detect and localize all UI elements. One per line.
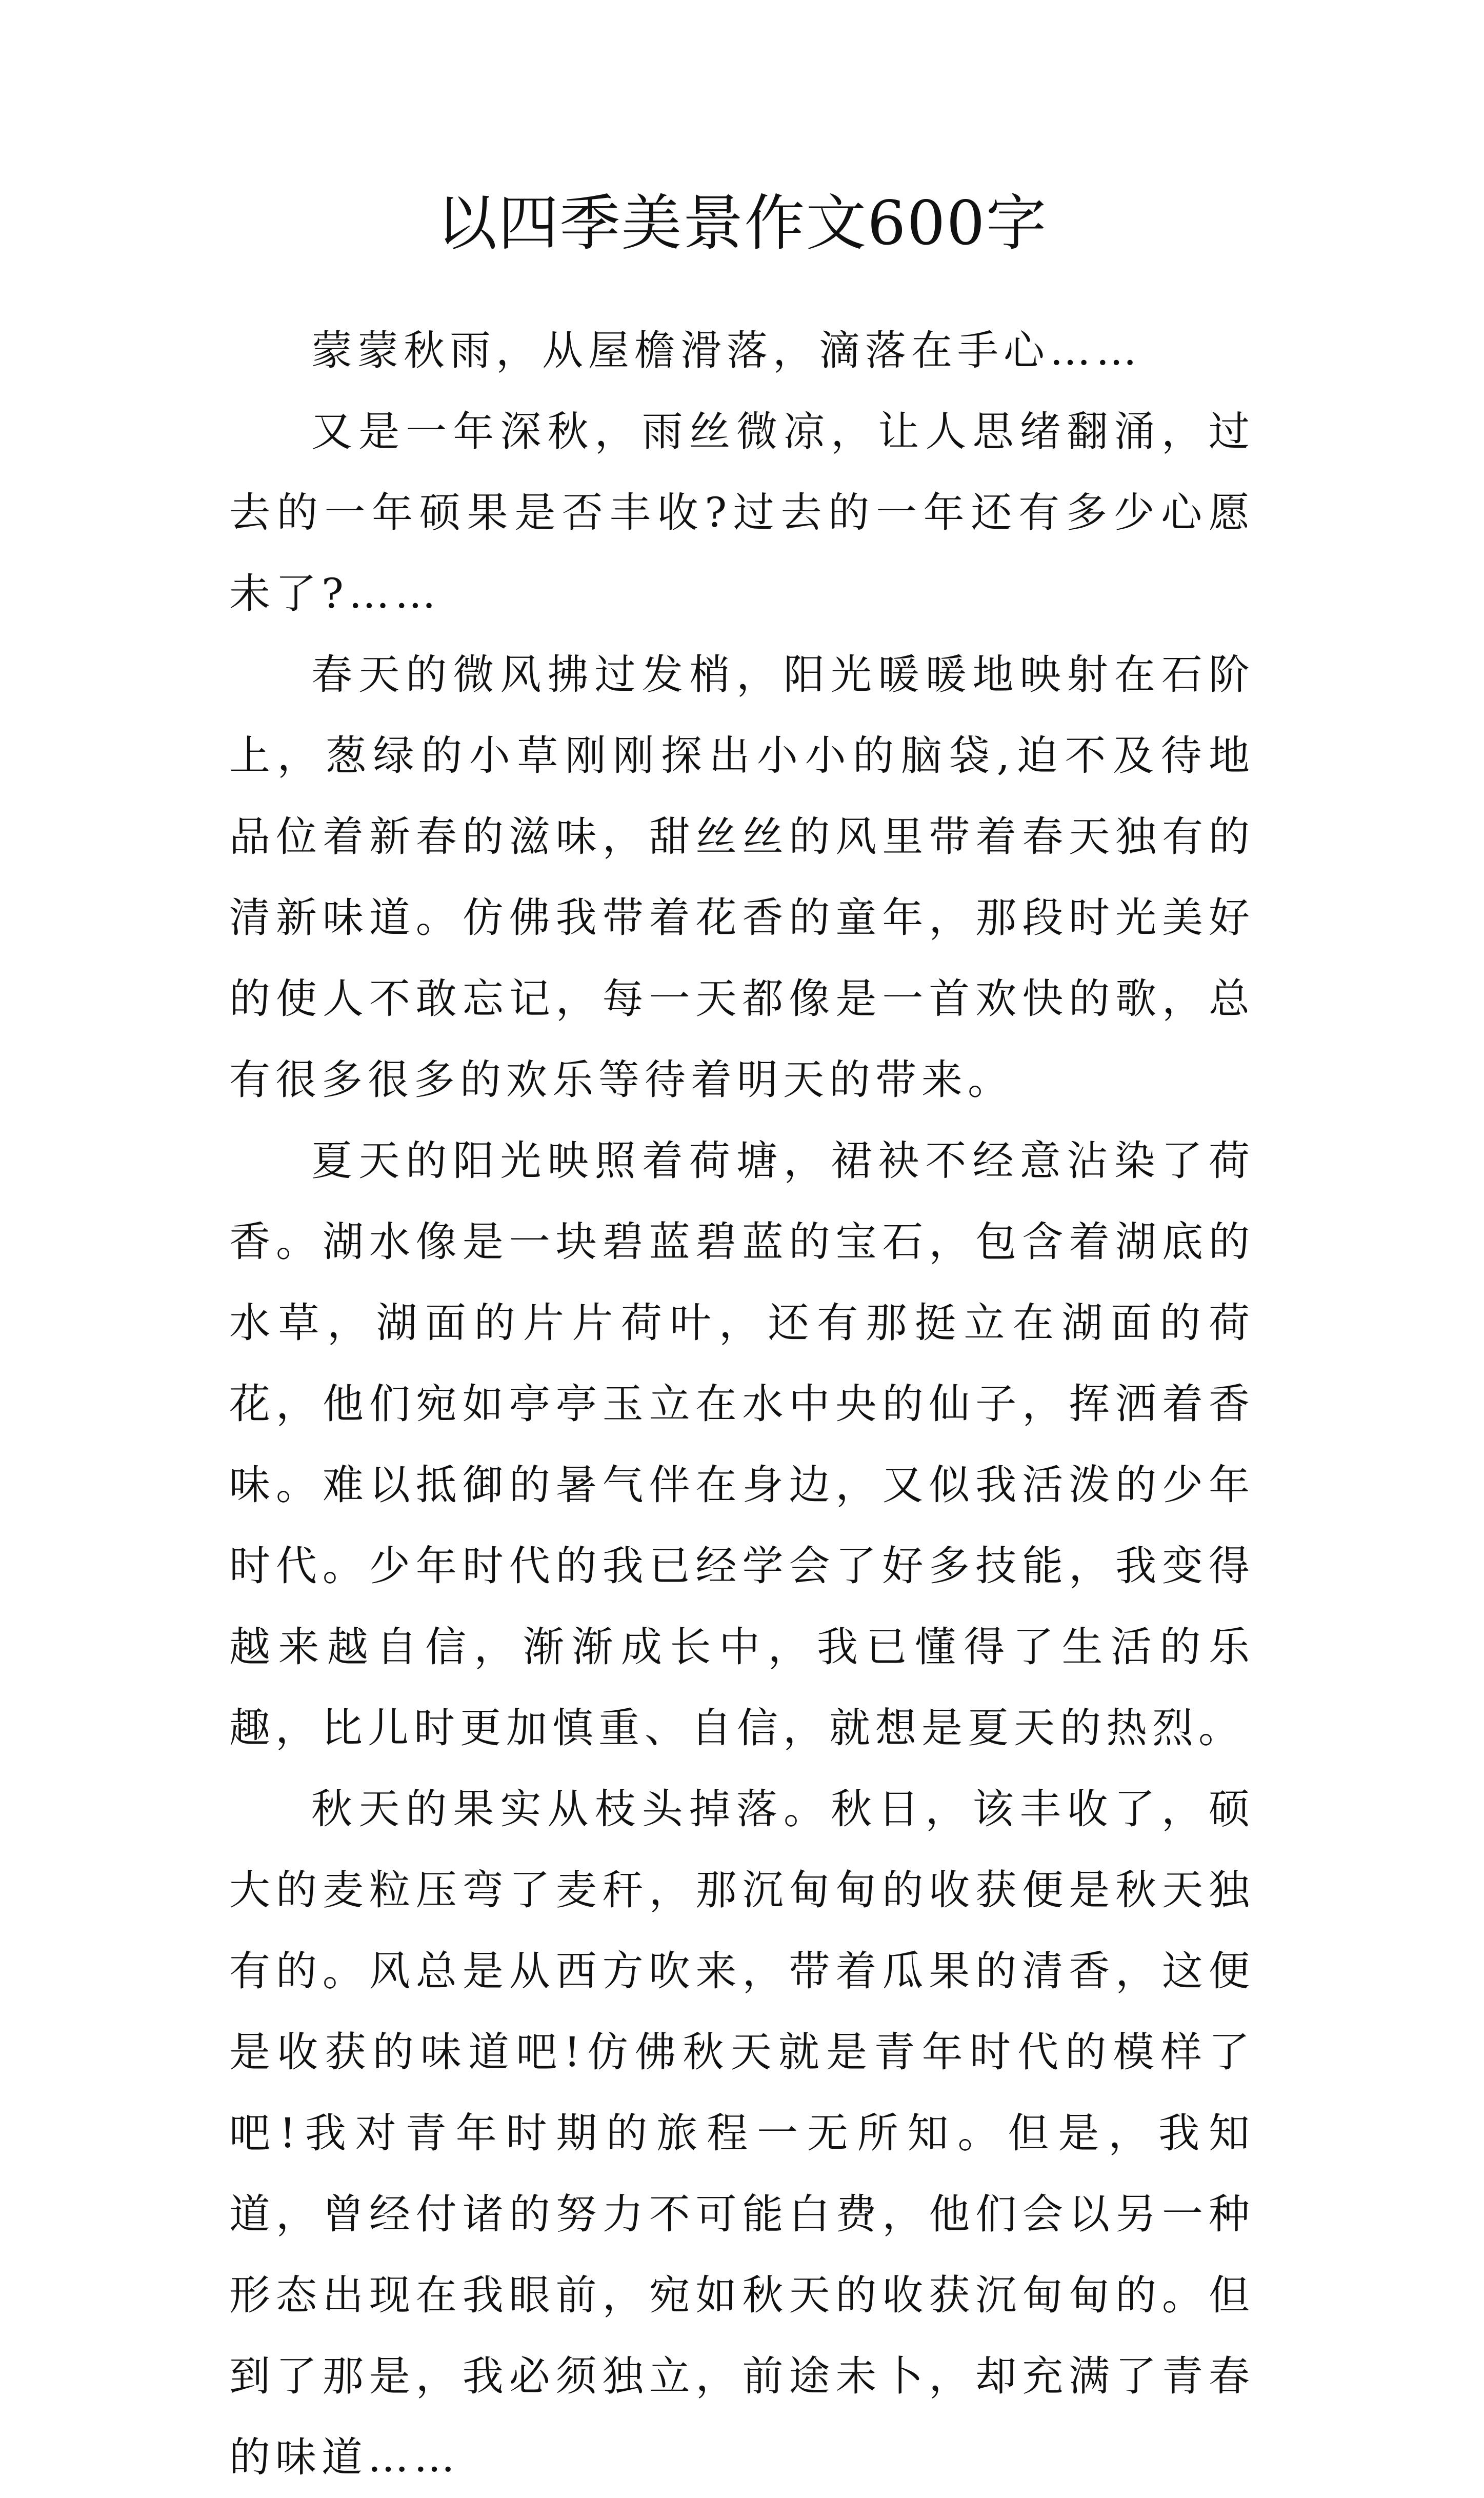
paragraph: 蒙蒙秋雨，从屋檐滑落，滴落在手心…… — [311, 327, 1142, 374]
paragraph: 又是一年深秋，雨丝微凉，让人思绪翻涌，过去的一年硕果是否丰收?过去的一年还有多少心愿未了?…… — [229, 408, 1255, 617]
document-title: 以四季美景作文600字 — [436, 188, 1048, 258]
paragraph: 春天的微风拂过发梢，阳光暖暖地映射在石阶上，葱绿的小草刚刚探出小小的脑袋,迫不及待地品位着新春的滋味，甜丝丝的风里带着春天独有的清新味道。仿佛我带着花香的童年，那段时光美好的使人不敢忘记，每一天都像是一首欢快的歌，总有很多很多的欢乐等待着明天的带来。 — [229, 651, 1255, 1104]
paragraph: 秋天的果实从枝头掉落。秋日，该丰收了，硕大的麦粒压弯了麦秆，那沉甸甸的收获便是秋天独有的。风总是从西方吹来，带着瓜果的清香，这便是收获的味道吧!仿佛秋天就是青年时代的模样了吧!我对青年时期的旅程一无所知。但是，我知道，曾经付诸的努力不可能白费，他们会以另一种形态出现在我眼前，宛如秋天的收获沉甸甸的。但到了那是，我必须独立，前途未卜，却充满了青春的味道…… — [229, 1785, 1255, 2481]
paragraph: 夏天的阳光映照着荷塘，裙袂不经意沾染了荷香。湖水像是一块碧蓝碧蓝的宝石，包含着湖底的水草，湖面的片片荷叶，还有那挺立在湖面的荷花，他们宛如亭亭玉立在水中央的仙子，挥洒着香味。难以抵御的暑气伴在身边，又似我活泼的少年时代。少年时代的我已经学会了好多技能，我变得越来越自信，渐渐成长中，我已懂得了生活的乐趣，比儿时更加慎重、自信，就想是夏天的热烈。 — [229, 1137, 1255, 1752]
document-body — [229, 310, 1255, 2498]
